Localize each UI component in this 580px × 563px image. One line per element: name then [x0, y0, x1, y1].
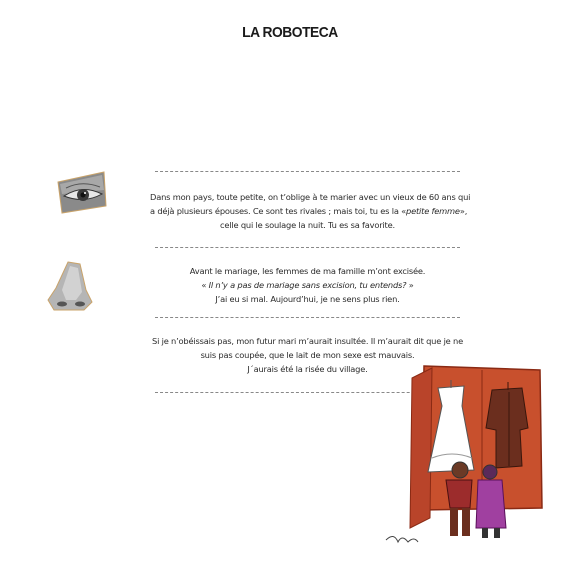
text-line: Avant le mariage, les femmes de ma famille m’ont excisée.	[189, 266, 426, 276]
eye-fragment-image	[56, 170, 108, 214]
text-line: suis pas coupée, que le lait de mon sexe est mauvais.	[200, 350, 415, 360]
text-line: J´aurais été la risée du village.	[247, 364, 368, 374]
testimony-paragraph-2	[150, 264, 465, 306]
text-line: J’ai eu si mal. Aujourd’hui, je ne sens plus rien.	[215, 294, 400, 304]
divider	[155, 247, 460, 248]
text-line: celle qui le soulage la nuit. Tu es sa favorite.	[220, 220, 395, 230]
testimony-paragraph-1	[150, 190, 471, 232]
divider	[155, 171, 460, 172]
text-line: Dans mon pays, toute petite, on t’oblige à te marier avec un vieux de 60 ans qui	[150, 192, 471, 202]
text-line: a déjà plusieurs épouses. Ce sont tes rivales ; mais toi, tu es la «petite femme»,	[150, 206, 468, 216]
emphasis-text: petite femme	[406, 206, 460, 216]
page-title: LA ROBOTECA	[242, 24, 338, 41]
divider	[155, 317, 460, 318]
emphasis-text: Il n’y a pas de mariage sans excision, tu entends?	[208, 280, 407, 290]
wardrobe-drawing	[372, 358, 552, 553]
text-line: « Il n’y a pas de mariage sans excision, tu entends? »	[201, 280, 414, 290]
nose-fragment-image	[46, 260, 94, 312]
text-line: Si je n’obéissais pas, mon futur mari m’aurait insultée. Il m’aurait dit que je ne	[152, 336, 463, 346]
